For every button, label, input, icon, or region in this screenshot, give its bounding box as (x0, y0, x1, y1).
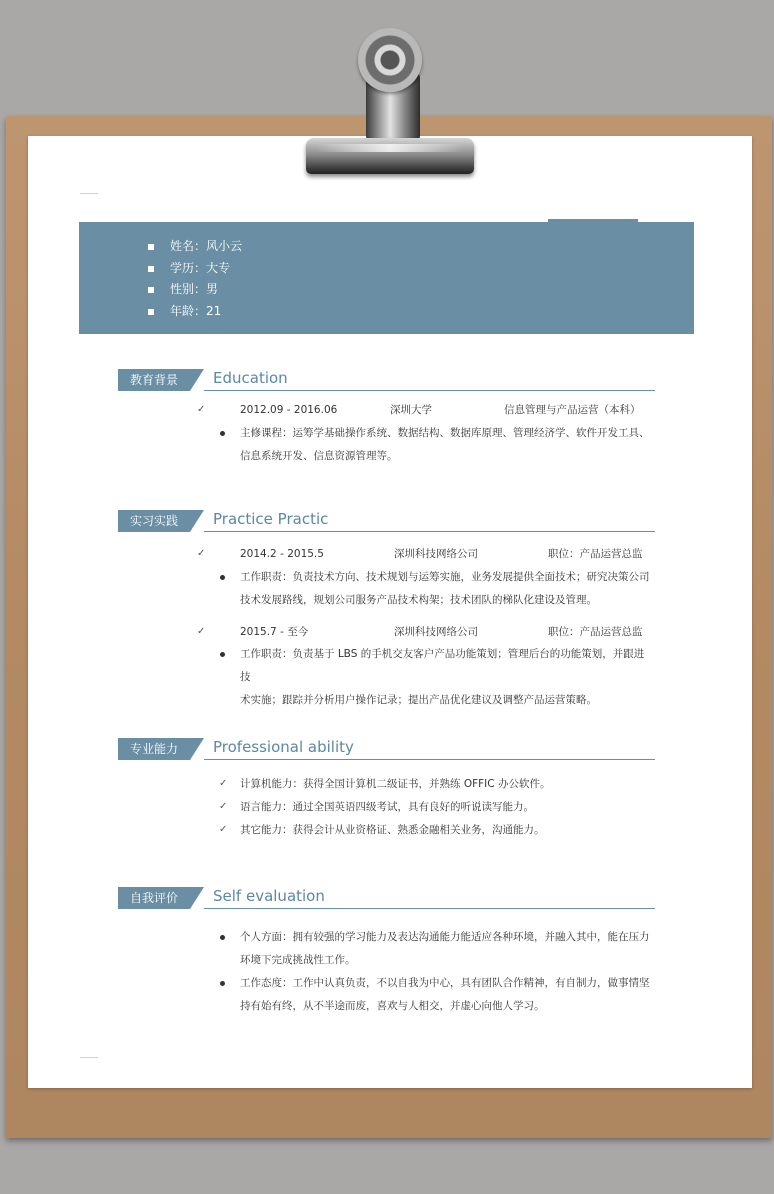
duty-line: 工作职责：负责基于 LBS 的手机交友客户产品功能策划；管理后台的功能策划，并跟进技 (240, 648, 645, 683)
bullet-icon (220, 652, 225, 657)
courses-line: 信息系统开发、信息资源管理等。 (240, 450, 398, 462)
education-major: 信息管理与产品运营（本科） (504, 404, 641, 416)
education-title: Education (213, 369, 288, 387)
section-rule (204, 531, 655, 532)
skill-text: 其它能力：获得会计从业资格证、熟悉金融相关业务，沟通能力。 (240, 824, 545, 836)
practice-title: Practice Practic (213, 510, 329, 528)
check-icon: ✓ (197, 548, 206, 559)
skill-item (219, 822, 545, 838)
skills-tag: 专业能力 (118, 738, 190, 760)
courses-line: 主修课程：运筹学基础操作系统、数据结构、数据库原理、管理经济学、软件开发工具、 (240, 427, 650, 439)
clip-ring-icon (358, 28, 422, 92)
education-courses (240, 422, 650, 468)
profile-age: 年龄：21 (148, 301, 242, 323)
check-icon: ✓ (197, 626, 206, 637)
education-tag: 教育背景 (118, 369, 190, 391)
corner-mark (80, 1057, 98, 1058)
self-line: 持有始有终，从不半途而废，喜欢与人相交，并虚心向他人学习。 (240, 1000, 545, 1012)
practice-tag: 实习实践 (118, 510, 190, 532)
education-school: 深圳大学 (390, 404, 432, 416)
duty-line: 术实施；跟踪并分析用户操作记录；提出产品优化建议及调整产品运营策略。 (240, 694, 597, 706)
skills-title: Professional ability (213, 738, 354, 756)
job-duty (240, 643, 650, 712)
self-line: 环境下完成挑战性工作。 (240, 954, 356, 966)
profile-gender: 性别：男 (148, 279, 242, 301)
self-title: Self evaluation (213, 887, 325, 905)
profile-list (148, 236, 242, 322)
job-duty (240, 566, 650, 612)
profile-name: 姓名：风小云 (148, 236, 242, 258)
check-icon: ✓ (219, 801, 228, 812)
job-company: 深圳科技网络公司 (394, 626, 478, 638)
duty-line: 技术发展路线，规划公司服务产品技术构架；技术团队的梯队化建设及管理。 (240, 594, 597, 606)
section-rule (204, 908, 655, 909)
profile-education: 学历：大专 (148, 258, 242, 280)
self-line: 工作态度：工作中认真负责，不以自我为中心，具有团队合作精神，有自制力，做事情坚 (240, 977, 650, 989)
job-company: 深圳科技网络公司 (394, 548, 478, 560)
self-line: 个人方面：拥有较强的学习能力及表达沟通能力能适应各种环境，并融入其中，能在压力 (240, 931, 650, 943)
check-icon: ✓ (219, 778, 228, 789)
check-icon: ✓ (197, 404, 206, 415)
bullet-icon (220, 575, 225, 580)
skill-item (219, 776, 551, 792)
bullet-icon (220, 981, 225, 986)
corner-mark (80, 193, 98, 194)
skill-text: 计算机能力：获得全国计算机二级证书，并熟练 OFFIC 办公软件。 (240, 778, 551, 790)
bullet-icon (220, 935, 225, 940)
self-personal (240, 926, 650, 972)
bullet-icon (220, 431, 225, 436)
skill-text: 语言能力：通过全国英语四级考试，具有良好的听说读写能力。 (240, 801, 534, 813)
skill-item (219, 799, 534, 815)
duty-line: 工作职责：负责技术方向、技术规划与运筹实施，业务发展提供全面技术；研究决策公司 (240, 571, 650, 583)
section-rule (204, 390, 655, 391)
education-period: 2012.09 - 2016.06 (240, 404, 338, 416)
check-icon: ✓ (219, 824, 228, 835)
section-rule (204, 759, 655, 760)
job-position: 职位：产品运营总监 (548, 626, 643, 638)
clip-shine (316, 144, 464, 152)
job-period: 2015.7 - 至今 (240, 626, 309, 638)
self-attitude (240, 972, 650, 1018)
job-period: 2014.2 - 2015.5 (240, 548, 324, 560)
self-tag: 自我评价 (118, 887, 190, 909)
job-position: 职位：产品运营总监 (548, 548, 643, 560)
